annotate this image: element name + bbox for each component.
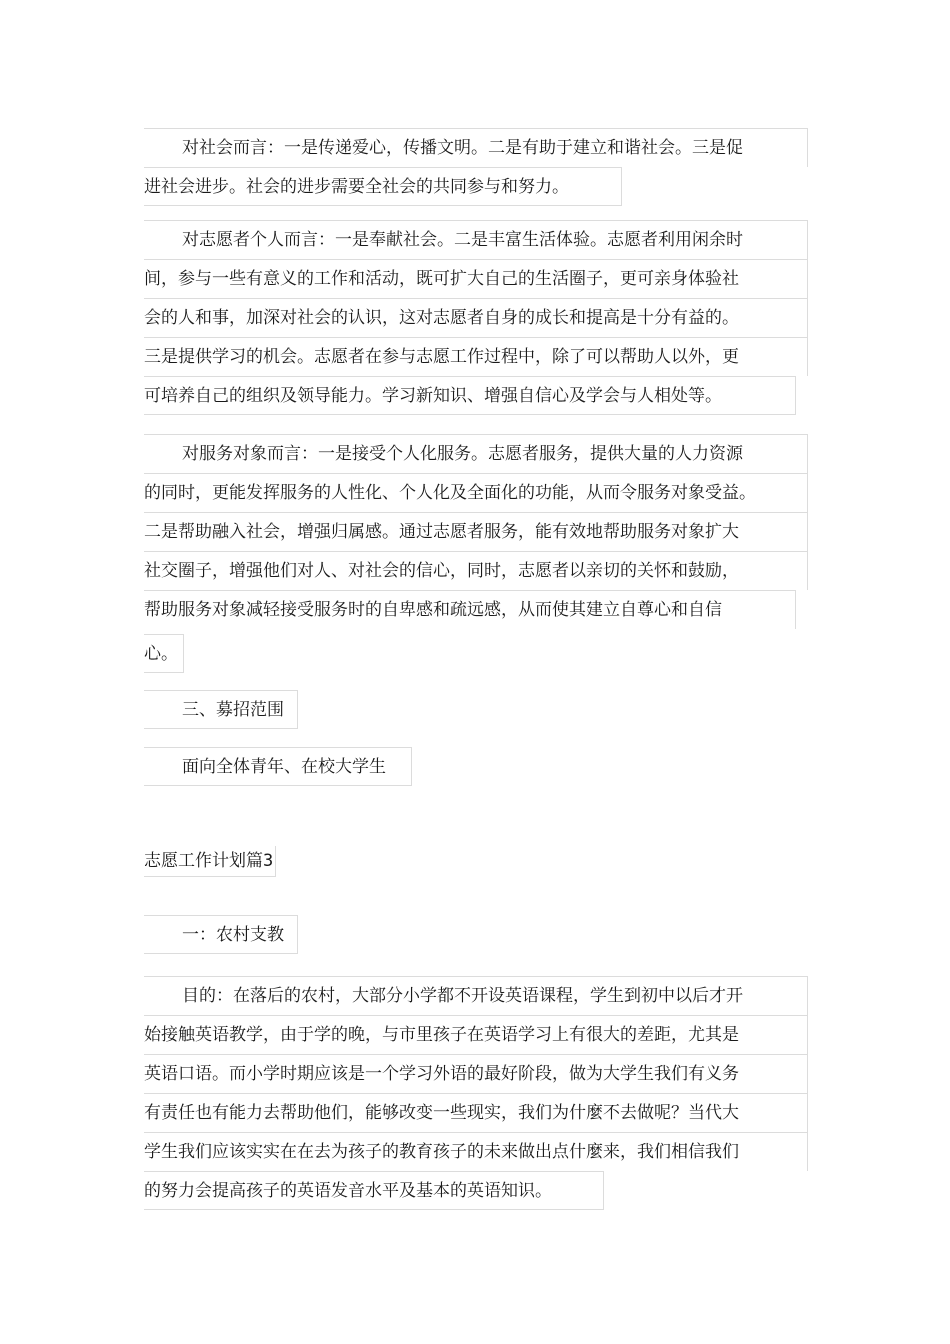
text-line: 对社会而言：一是传递爱心，传播文明。二是有助于建立和谐社会。三是促 <box>144 128 808 167</box>
text-line: 英语口语。而小学时期应该是一个学习外语的最好阶段，做为大学生我们有义务 <box>144 1054 808 1093</box>
text-line: 一：农村支教 <box>144 915 298 954</box>
text-line: 面向全体青年、在校大学生 <box>144 747 412 786</box>
paragraph-volunteer <box>144 220 808 420</box>
section-3-body <box>144 747 808 791</box>
paragraph-society <box>144 128 808 211</box>
text-line: 有责任也有能力去帮助他们，能够改变一些现实，我们为什麼不去做呢？当代大 <box>144 1093 808 1132</box>
text-line: 心。 <box>144 634 184 673</box>
text-line: 进社会进步。社会的进步需要全社会的共同参与和努力。 <box>144 167 622 206</box>
paragraph-purpose <box>144 976 808 1215</box>
plan-heading: 志愿工作计划篇3 <box>144 846 276 877</box>
text-line: 二是帮助融入社会，增强归属感。通过志愿者服务，能有效地帮助服务对象扩大 <box>144 512 808 551</box>
text-line: 对服务对象而言：一是接受个人化服务。志愿者服务，提供大量的人力资源 <box>144 434 808 473</box>
text-line: 社交圈子，增强他们对人、对社会的信心，同时，志愿者以亲切的关怀和鼓励， <box>144 551 808 590</box>
section-3-title <box>144 690 808 734</box>
rural-teaching-title <box>144 915 808 959</box>
text-line: 三、募招范围 <box>144 690 298 729</box>
text-line: 始接触英语教学，由于学的晚，与市里孩子在英语学习上有很大的差距，尤其是 <box>144 1015 808 1054</box>
text-line: 间，参与一些有意义的工作和活动，既可扩大自己的生活圈子，更可亲身体验社 <box>144 259 808 298</box>
text-line: 可培养自己的组织及领导能力。学习新知识、增强自信心及学会与人相处等。 <box>144 376 796 415</box>
text-line: 三是提供学习的机会。志愿者在参与志愿工作过程中，除了可以帮助人以外，更 <box>144 337 808 376</box>
text-line: 学生我们应该实实在在去为孩子的教育孩子的未来做出点什麼来，我们相信我们 <box>144 1132 808 1171</box>
paragraph-service <box>144 434 808 678</box>
text-line: 的同时，更能发挥服务的人性化、个人化及全面化的功能，从而令服务对象受益。 <box>144 473 808 512</box>
text-line: 帮助服务对象减轻接受服务时的自卑感和疏远感，从而使其建立自尊心和自信 <box>144 590 796 629</box>
text-line: 会的人和事，加深对社会的认识，这对志愿者自身的成长和提高是十分有益的。 <box>144 298 808 337</box>
text-line: 的努力会提高孩子的英语发音水平及基本的英语知识。 <box>144 1171 604 1210</box>
text-line: 对志愿者个人而言：一是奉献社会。二是丰富生活体验。志愿者利用闲余时 <box>144 220 808 259</box>
text-line: 目的：在落后的农村，大部分小学都不开设英语课程，学生到初中以后才开 <box>144 976 808 1015</box>
